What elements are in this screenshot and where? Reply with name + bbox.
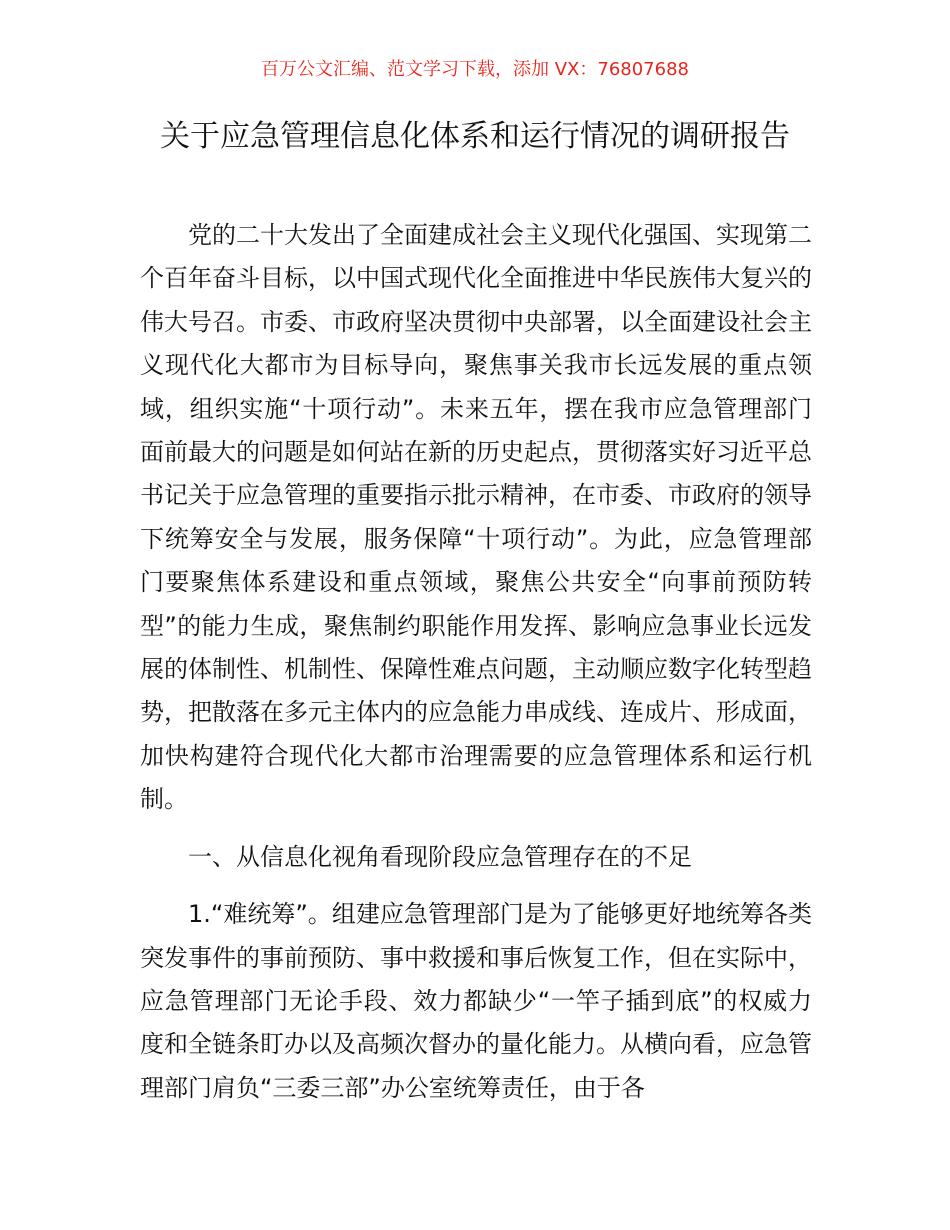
document-title: 关于应急管理信息化体系和运行情况的调研报告 bbox=[160, 119, 790, 154]
subsection-paragraph-1: 1.“难统筹”。组建应急管理部门是为了能够更好地统筹各类突发事件的事前预防、事中救援和事后恢复工作，但在实际中，应急管理部门无论手段、效力都缺少“一竿子插到底”的权威力度和全链条盯办以及高频次督办的量化能力。从横向看，应急管理部门肩负“三委三部”办公室统筹责任，由于各 bbox=[140, 900, 812, 1102]
header-banner: 百万公文汇编、范文学习下载，添加 VX：76807688 bbox=[261, 59, 689, 80]
section-heading-1: 一、从信息化视角看现阶段应急管理存在的不足 bbox=[188, 842, 692, 871]
intro-paragraph: 党的二十大发出了全面建成社会主义现代化强国、实现第二个百年奋斗目标，以中国式现代化全面推进中华民族伟大复兴的伟大号召。市委、市政府坚决贯彻中央部署，以全面建设社会主义现代化大都市为目标导向，聚焦事关我市长远发展的重点领域，组织实施“十项行动”。未来五年，摆在我市应急管理部门面前最大的问题是如何站在新的历史起点，贯彻落实好习近平总书记关于应急管理的重要指示批示精神，在市委、市政府的领导下统筹安全与发展，服务保障“十项行动”。为此，应急管理部门要聚焦体系建设和重点领域，聚焦公共安全“向事前预防转型”的能力生成，聚焦制约职能作用发挥、影响应急事业长远发展的体制性、机制性、保障性难点问题，主动顺应数字化转型趋势，把散落在多元主体内的应急能力串成线、连成片、形成面，加快构建符合现代化大都市治理需要的应急管理体系和运行机制。 bbox=[140, 221, 812, 814]
document-body bbox=[140, 214, 812, 1110]
